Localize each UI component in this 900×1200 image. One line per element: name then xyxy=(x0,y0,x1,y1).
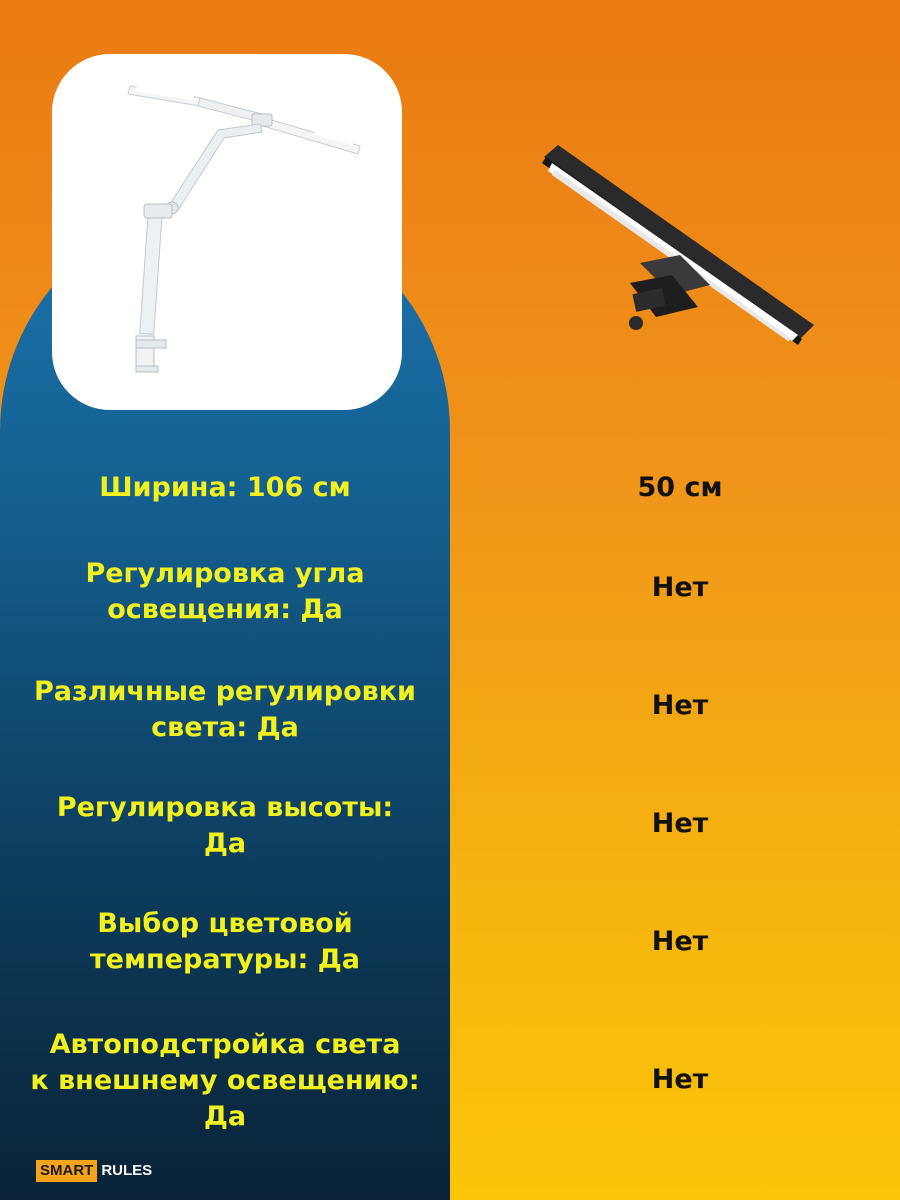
left-spec-5: Выбор цветовой температуры: Да xyxy=(90,908,360,975)
left-spec-1: Ширина: 106 см xyxy=(99,472,351,503)
left-spec-2: Регулировка угла освещения: Да xyxy=(85,558,365,625)
left-spec-4: Регулировка высоты: Да xyxy=(56,792,394,859)
right-spec-4: Нет xyxy=(651,808,709,839)
smart-rules-logo xyxy=(36,1160,152,1182)
logo-rules-text: RULES xyxy=(101,1162,153,1179)
right-spec-2: Нет xyxy=(651,572,709,603)
left-spec-3: Различные регулировки света: Да xyxy=(34,676,416,743)
logo-smart-text: SMART xyxy=(36,1160,97,1182)
right-spec-5: Нет xyxy=(651,926,709,957)
right-spec-1: 50 см xyxy=(637,472,723,503)
right-spec-3: Нет xyxy=(651,690,709,721)
left-spec-6: Автоподстройка света к внешнему освещению: Да xyxy=(30,1029,420,1132)
left-product-photo-card xyxy=(52,54,402,410)
black-monitor-light-bar-photo xyxy=(530,135,820,355)
white-arm-desk-lamp-photo xyxy=(52,54,402,410)
right-spec-6: Нет xyxy=(651,1064,709,1095)
